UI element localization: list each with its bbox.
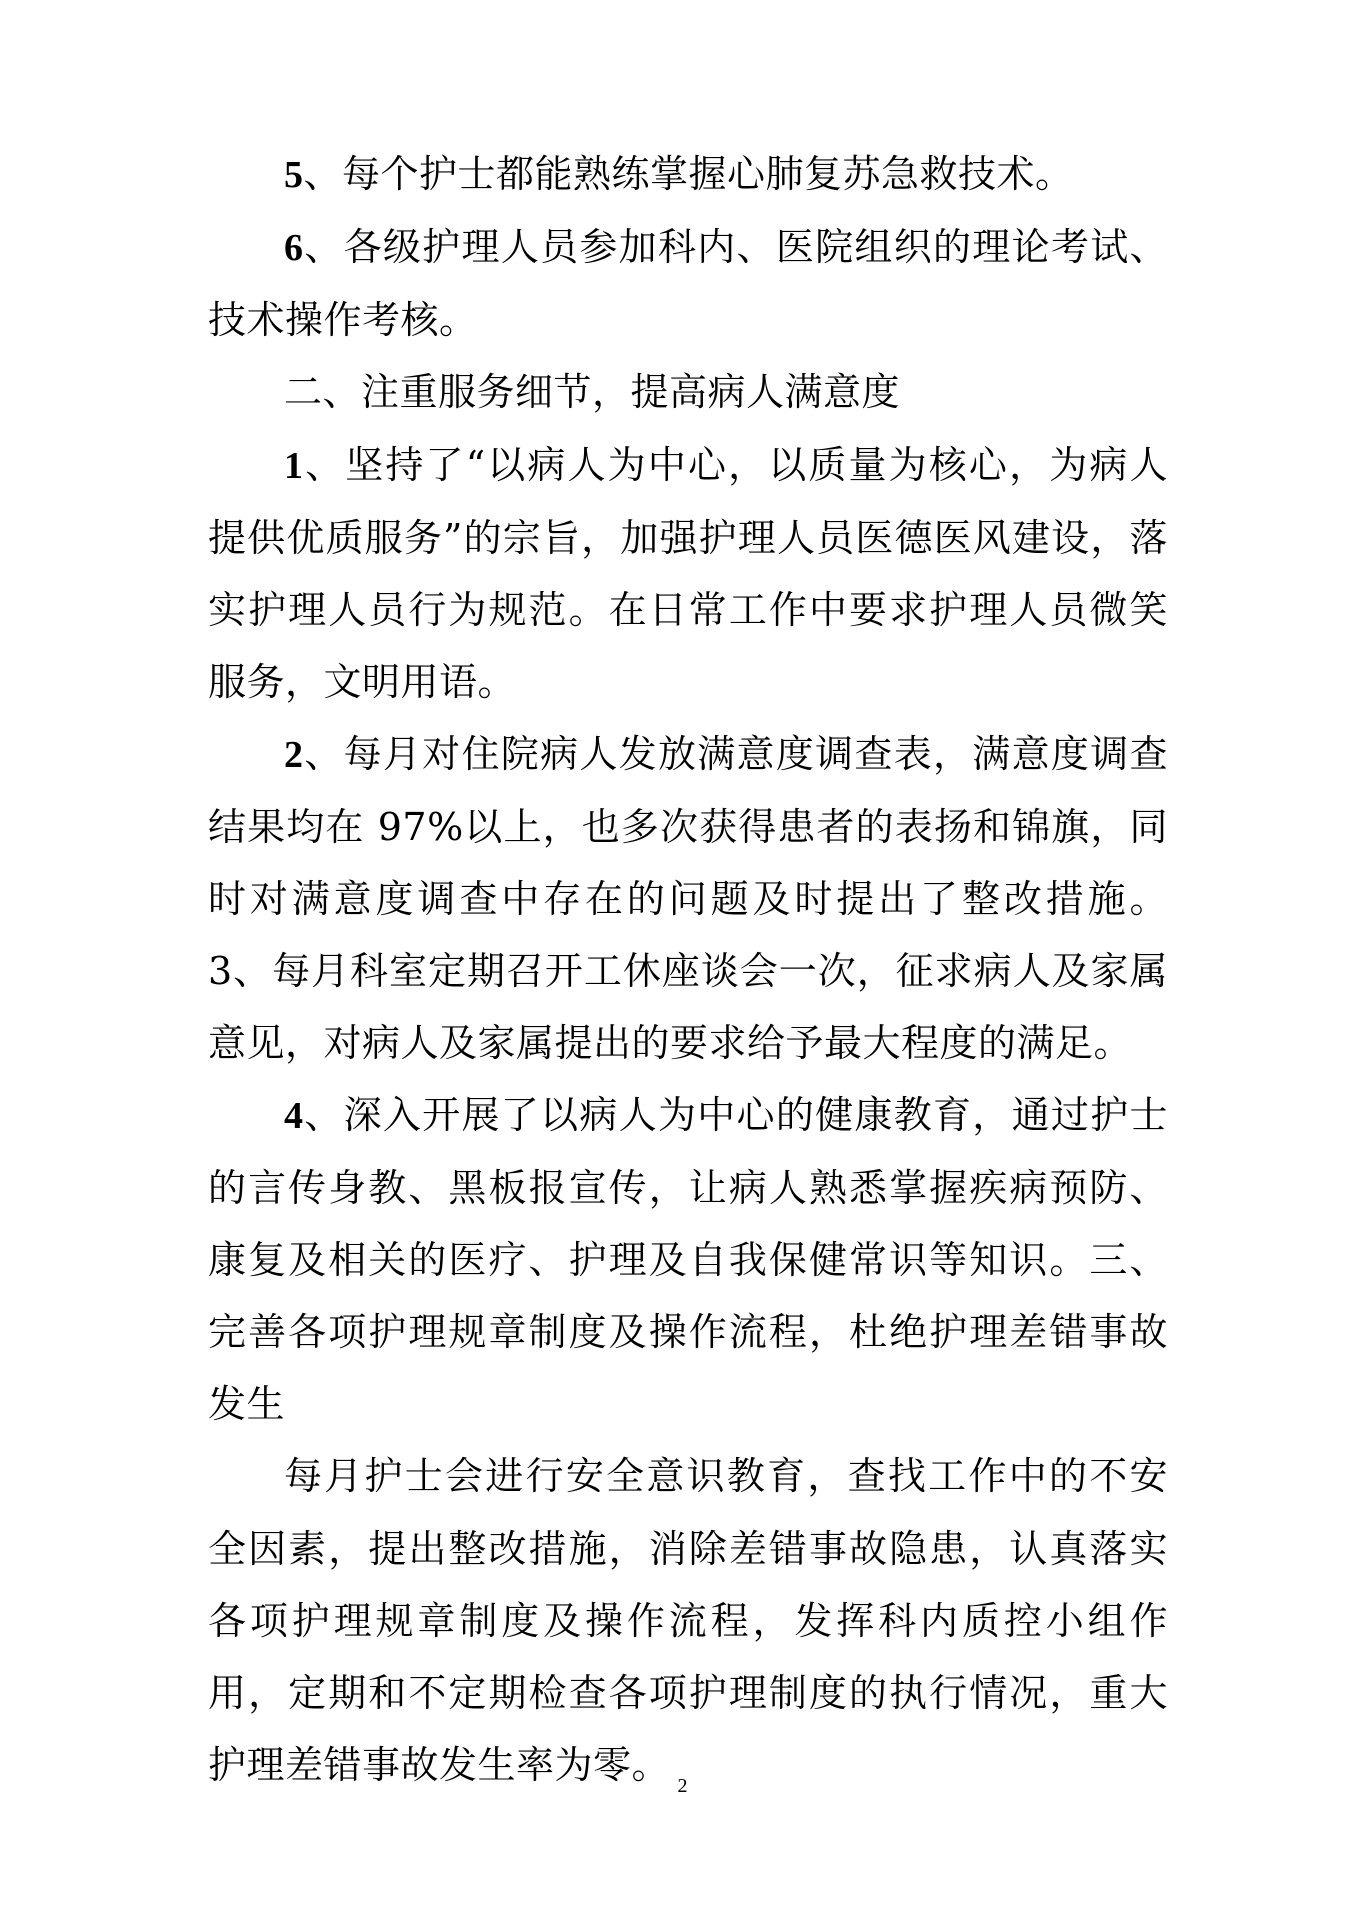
paragraph-text: 、坚持了“以病人为中心，以质量为核心，为病人提供优质服务”的宗旨，加强护理人员医德医风建设，落实护理人员行为规范。在日常工作中要求护理人员微笑服务，文明用语。 — [208, 443, 1168, 704]
item-number: 1 — [284, 445, 304, 487]
paragraph-text: 、深入开展了以病人为中心的健康教育，通过护士的言传身教、黑板报宣传，让病人熟悉掌握疾病预防、康复及相关的医疗、护理及自我保健常识等知识。三、完善各项护理规章制度及操作流程，杜绝护理差错事故发生 — [208, 1093, 1168, 1426]
paragraph-text: 、各级护理人员参加科内、医院组织的理论考试、技术操作考核。 — [208, 225, 1168, 342]
paragraph-item-6 — [208, 211, 1168, 356]
item-number: 2 — [284, 734, 304, 776]
document-body — [208, 138, 1168, 1801]
item-number: 5 — [284, 154, 304, 196]
paragraph-item-4 — [208, 1079, 1168, 1440]
paragraph-item-5 — [208, 138, 1168, 211]
paragraph-item-2 — [208, 718, 1168, 1079]
paragraph-text: 、每个护士都能熟练掌握心肺复苏急救技术。 — [303, 152, 1074, 196]
page-number: 2 — [677, 1775, 688, 1797]
paragraph-text: 、每月对住院病人发放满意度调查表，满意度调查结果均在 97%以上，也多次获得患者的表扬和锦旗，同时对满意度调查中存在的问题及时提出了整改措施。 3、每月科室定期召开工休座谈会一次，征求病人及家属意见，对病人及家属提出的要求给予最大程度的满足。 — [208, 732, 1168, 1065]
paragraph-item-1 — [208, 429, 1168, 718]
section-heading-2 — [208, 356, 1168, 429]
paragraph-text: 每月护士会进行安全意识教育，查找工作中的不安全因素，提出整改措施，消除差错事故隐患，认真落实各项护理规章制度及操作流程，发挥科内质控小组作用，定期和不定期检查各项护理制度的执行情况，重大护理差错事故发生率为零。 — [208, 1454, 1168, 1787]
paragraph-text: 二、注重服务细节，提高病人满意度 — [284, 370, 901, 414]
item-number: 6 — [284, 227, 304, 269]
item-number: 4 — [284, 1095, 304, 1137]
paragraph-safety — [208, 1440, 1168, 1801]
